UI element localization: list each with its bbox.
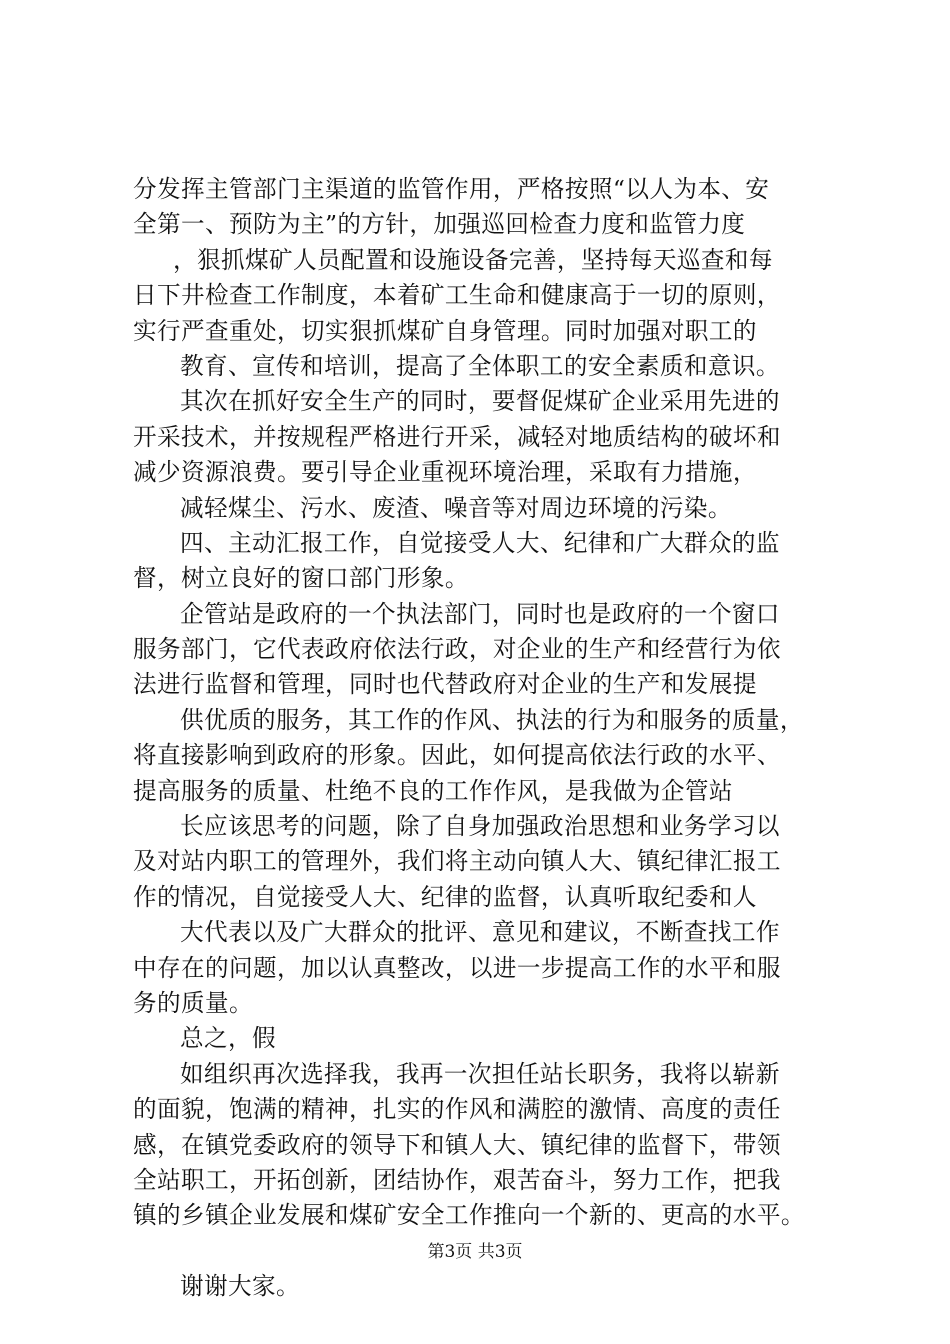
text-line: 及对站内职工的管理外，我们将主动向镇人大、镇纪律汇报工 — [133, 847, 781, 876]
text-line: 供优质的服务，其工作的作风、执法的行为和服务的质量， — [180, 705, 804, 734]
text-line: 实行严查重处，切实狠抓煤矿自身管理。同时加强对职工的 — [133, 316, 757, 345]
text-line: 教育、宣传和培训，提高了全体职工的安全素质和意识。 — [180, 351, 780, 380]
text-line: 中存在的问题，加以认真整改，以进一步提高工作的水平和服 — [133, 953, 781, 982]
closing-line: 谢谢大家。 — [180, 1271, 300, 1300]
text-line: 务的质量。 — [133, 988, 253, 1017]
text-line: 减少资源浪费。要引导企业重视环境治理，采取有力措施， — [133, 458, 757, 487]
text-line: ，狠抓煤矿人员配置和设施设备完善，坚持每天巡查和每 — [173, 245, 773, 274]
text-line: 大代表以及广大群众的批评、意见和建议，不断查找工作 — [180, 918, 780, 947]
text-line: 企管站是政府的一个执法部门，同时也是政府的一个窗口 — [180, 599, 780, 628]
text-line: 减轻煤尘、污水、废渣、噪音等对周边环境的污染。 — [180, 493, 732, 522]
text-line: 长应该思考的问题，除了自身加强政治思想和业务学习以 — [180, 812, 780, 841]
text-line: 全站职工，开拓创新，团结协作，艰苦奋斗，努力工作，把我 — [133, 1165, 781, 1194]
page-number-label: 第3页 共3页 — [427, 1242, 523, 1262]
text-line: 分发挥主管部门主渠道的监管作用，严格按照“以人为本、安 — [133, 175, 770, 203]
text-line: 法进行监督和管理，同时也代替政府对企业的生产和发展提 — [133, 670, 757, 699]
text-line: 作的情况，自觉接受人大、纪律的监督，认真听取纪委和人 — [133, 882, 757, 911]
text-line: 全第一、预防为主”的方针，加强巡回检查力度和监管力度 — [133, 210, 746, 239]
section-heading-line: 督，树立良好的窗口部门形象。 — [133, 564, 469, 593]
section-heading-line: 四、主动汇报工作，自觉接受人大、纪律和广大群众的监 — [180, 528, 780, 557]
text-line: 感，在镇党委政府的领导下和镇人大、镇纪律的监督下，带领 — [133, 1130, 781, 1159]
text-line: 将直接影响到政府的形象。因此，如何提高依法行政的水平、 — [133, 741, 781, 770]
text-line: 服务部门，它代表政府依法行政，对企业的生产和经营行为依 — [133, 635, 781, 664]
text-line: 提高服务的质量、杜绝不良的工作作风，是我做为企管站 — [133, 776, 733, 805]
text-line: 总之，假 — [180, 1024, 276, 1053]
document-body — [133, 172, 833, 1304]
page-footer — [0, 1240, 950, 1264]
text-line: 的面貌，饱满的精神，扎实的作风和满腔的激情、高度的责任 — [133, 1095, 781, 1124]
text-line: 如组织再次选择我，我再一次担任站长职务，我将以崭新 — [180, 1059, 780, 1088]
text-line: 日下井检查工作制度，本着矿工生命和健康高于一切的原则， — [133, 281, 781, 310]
text-line: 镇的乡镇企业发展和煤矿安全工作推向一个新的、更高的水平。 — [133, 1201, 805, 1230]
text-line: 开采技术，并按规程严格进行开采，减轻对地质结构的破坏和 — [133, 422, 781, 451]
text-line: 其次在抓好安全生产的同时，要督促煤矿企业采用先进的 — [180, 387, 780, 416]
